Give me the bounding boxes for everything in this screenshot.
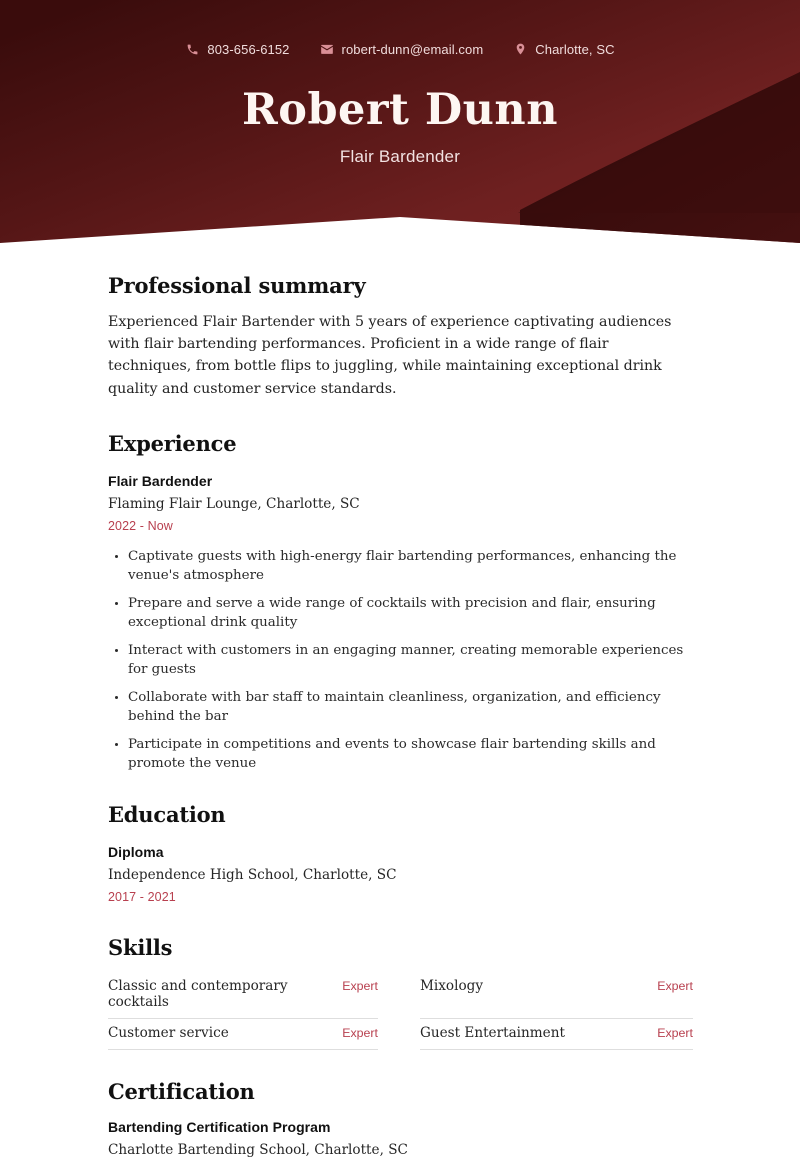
location-icon (513, 42, 527, 57)
resume-header (0, 0, 800, 245)
certification-name: Bartending Certification Program (108, 1119, 331, 1136)
education-entry (108, 844, 693, 904)
candidate-name: Robert Dunn (242, 85, 558, 135)
section-professional-summary (108, 274, 693, 400)
bullet-item: Participate in competitions and events to showcase flair bartending skills and promote the venue (108, 735, 693, 773)
contact-phone-text: 803-656-6152 (207, 41, 290, 57)
experience-organization: Flaming Flair Lounge, Charlotte, SC (108, 495, 360, 512)
bullet-item: Interact with customers in an engaging manner, creating memorable experiences for guests (108, 641, 693, 679)
section-title-summary: Professional summary (108, 273, 366, 298)
section-education (108, 803, 693, 904)
skill-level: Expert (342, 979, 378, 994)
experience-entry (108, 473, 693, 773)
section-title-education: Education (108, 802, 226, 828)
email-icon (320, 42, 334, 57)
bullet-item: Captivate guests with high-energy flair bartending performances, enhancing the venue's atmosphere (108, 547, 693, 585)
skill-name: Customer service (108, 1025, 229, 1042)
skill-level: Expert (342, 1026, 378, 1041)
experience-bullets (108, 547, 693, 773)
contact-location[interactable] (513, 42, 614, 57)
skill-level: Expert (657, 1026, 693, 1041)
section-experience (108, 432, 693, 773)
skill-name: Classic and contemporary cocktails (108, 978, 288, 1011)
skills-grid (108, 972, 693, 1050)
section-title-experience: Experience (108, 430, 237, 456)
experience-role: Flair Bardender (108, 472, 213, 489)
skill-name: Mixology (420, 978, 484, 995)
summary-text: Experienced Flair Bartender with 5 years of experience captivating audiences with flair bartending performances. Proficient in a wide range of flair techniques, from bottle flips to juggling, while maintaining exceptional drink quality and customer service standards. (108, 314, 672, 397)
candidate-job-title: Flair Bardender (339, 147, 461, 167)
skill-row (420, 1019, 693, 1050)
skill-row (108, 1019, 378, 1050)
certification-organization: Charlotte Bartending School, Charlotte, SC (108, 1142, 408, 1158)
section-skills (108, 936, 693, 1050)
contact-location-text: Charlotte, SC (535, 41, 615, 57)
bullet-item: Prepare and serve a wide range of cocktails with precision and flair, ensuring exceptional drink quality (108, 594, 693, 632)
section-certification (108, 1080, 693, 1158)
experience-dates: 2022 - Now (108, 518, 173, 533)
phone-icon (185, 42, 199, 57)
section-title-skills: Skills (108, 935, 173, 961)
skill-row (108, 972, 378, 1019)
education-degree: Diploma (108, 844, 164, 861)
skill-row (420, 972, 693, 1019)
education-dates: 2017 - 2021 (108, 890, 176, 905)
skill-level: Expert (657, 979, 693, 994)
contact-row (0, 38, 800, 60)
skill-name: Guest Entertainment (420, 1025, 565, 1042)
bullet-item: Collaborate with bar staff to maintain cleanliness, organization, and efficiency behind the bar (108, 688, 693, 726)
education-organization: Independence High School, Charlotte, SC (108, 867, 397, 884)
contact-phone[interactable] (185, 42, 289, 57)
contact-email-text: robert-dunn@email.com (341, 41, 484, 57)
resume-body (0, 274, 800, 1158)
certification-entry (108, 1119, 693, 1158)
section-title-certification: Certification (108, 1079, 255, 1105)
contact-email[interactable] (320, 42, 484, 57)
